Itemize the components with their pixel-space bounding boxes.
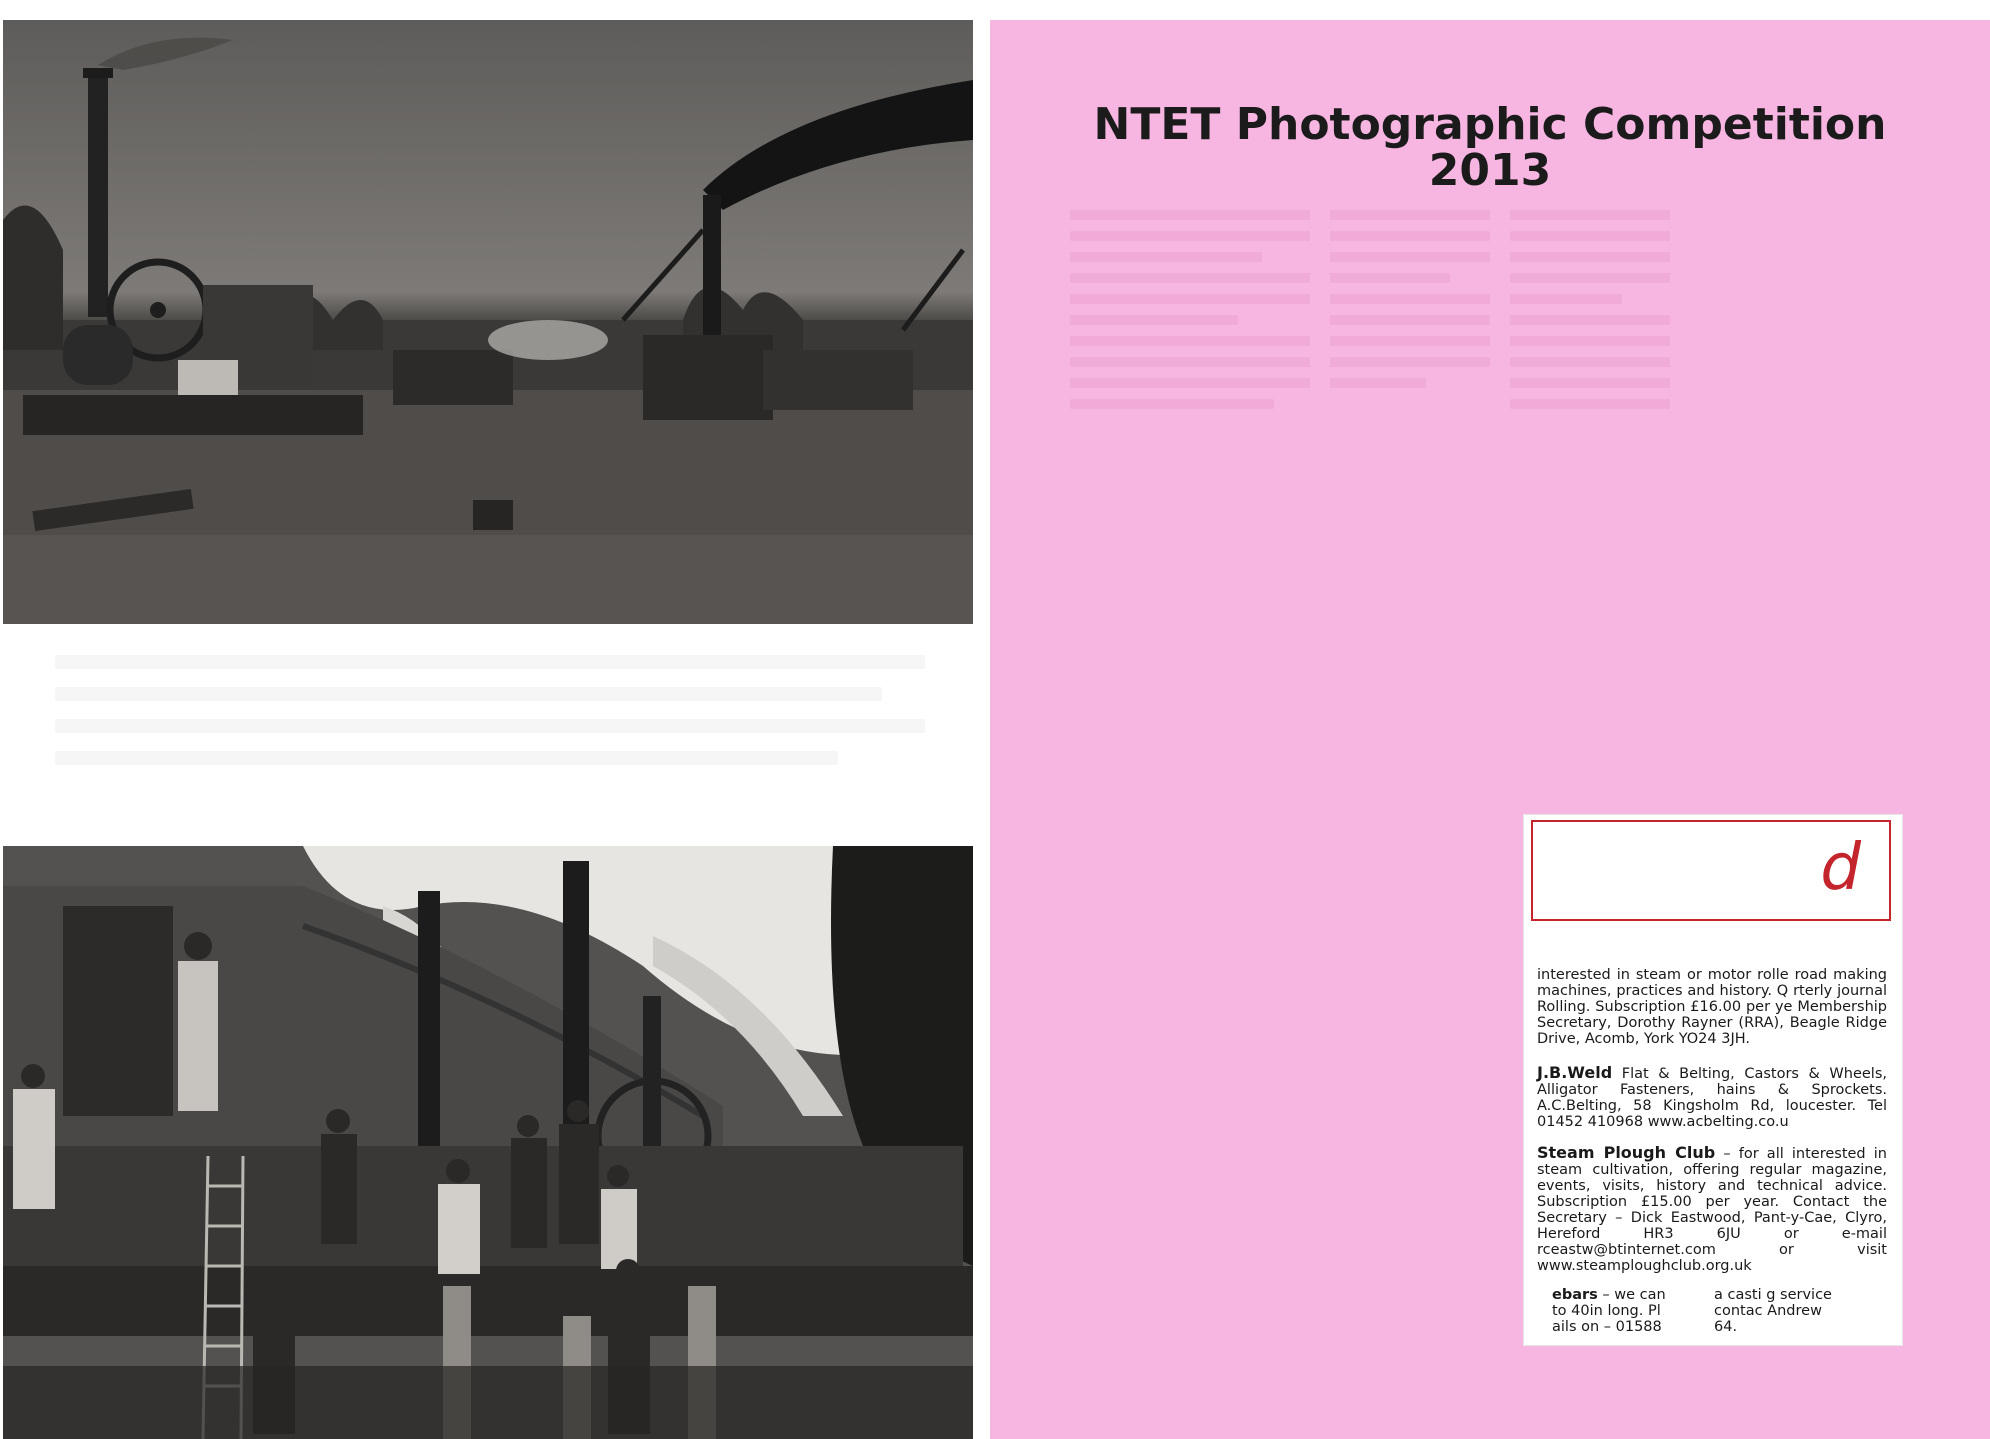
ad-rebars-left-text: – we can to 40in long. Pl ails on – 01588 (1552, 1287, 1666, 1335)
steam-worksite-image (3, 20, 973, 624)
ad-steam-plough (1537, 1145, 1887, 1274)
ghost-text-block (55, 655, 925, 783)
steam-crew-image (3, 846, 973, 1439)
faint-column-3 (1510, 210, 1670, 420)
title-line-2: 2013 (1428, 145, 1552, 196)
ad-jbweld-text: Flat & Belting, Castors & Wheels, Alligator Fasteners, hains & Sprockets. A.C.Belting, 58 Kingsholm Rd, loucester. Tel 01452 410968 www.acbelting.co.u (1537, 1066, 1887, 1130)
title-line-1: NTET Photographic Competition (1093, 99, 1887, 150)
ad-steam-plough-text: – for all interested in steam cultivation, offering regular magazine, events, visits, history and technical advice. Subscription £15.00 per year. Contact the Secretary – Dick Eastwood, Pant-y-Cae, Clyro, Hereford HR3 6JU or e-mail rceastw@btinternet.com or visit www.steamploughclub.org.uk (1537, 1146, 1887, 1274)
faint-column-1 (1070, 210, 1310, 420)
ad-roller-text: interested in steam or motor rolle road making machines, practices and history. Q rterly journal Rolling. Subscription £16.00 per ye Membership Secretary, Dorothy Rayner (RRA), Beagle Ridge Drive, Acomb, York YO24 3JH. (1537, 967, 1887, 1047)
advert-logo-frame (1531, 820, 1891, 921)
photo-steam-crew (3, 846, 973, 1439)
page-title (1050, 99, 1930, 196)
advertisement-box (1523, 814, 1903, 1346)
advert-logo-letter: d (1820, 831, 1861, 905)
faint-column-2 (1330, 210, 1490, 399)
ad-rebars-name: ebars (1552, 1287, 1598, 1303)
photo-steam-worksite (3, 20, 973, 624)
ad-steam-plough-name: Steam Plough Club (1537, 1143, 1716, 1162)
ad-jbweld-name: J.B.Weld (1537, 1063, 1613, 1082)
ad-jbweld (1537, 1065, 1887, 1130)
ad-rebars-left (1552, 1287, 1682, 1335)
ad-rebars-right-text: a casti g service contac Andrew 64. (1714, 1287, 1832, 1335)
